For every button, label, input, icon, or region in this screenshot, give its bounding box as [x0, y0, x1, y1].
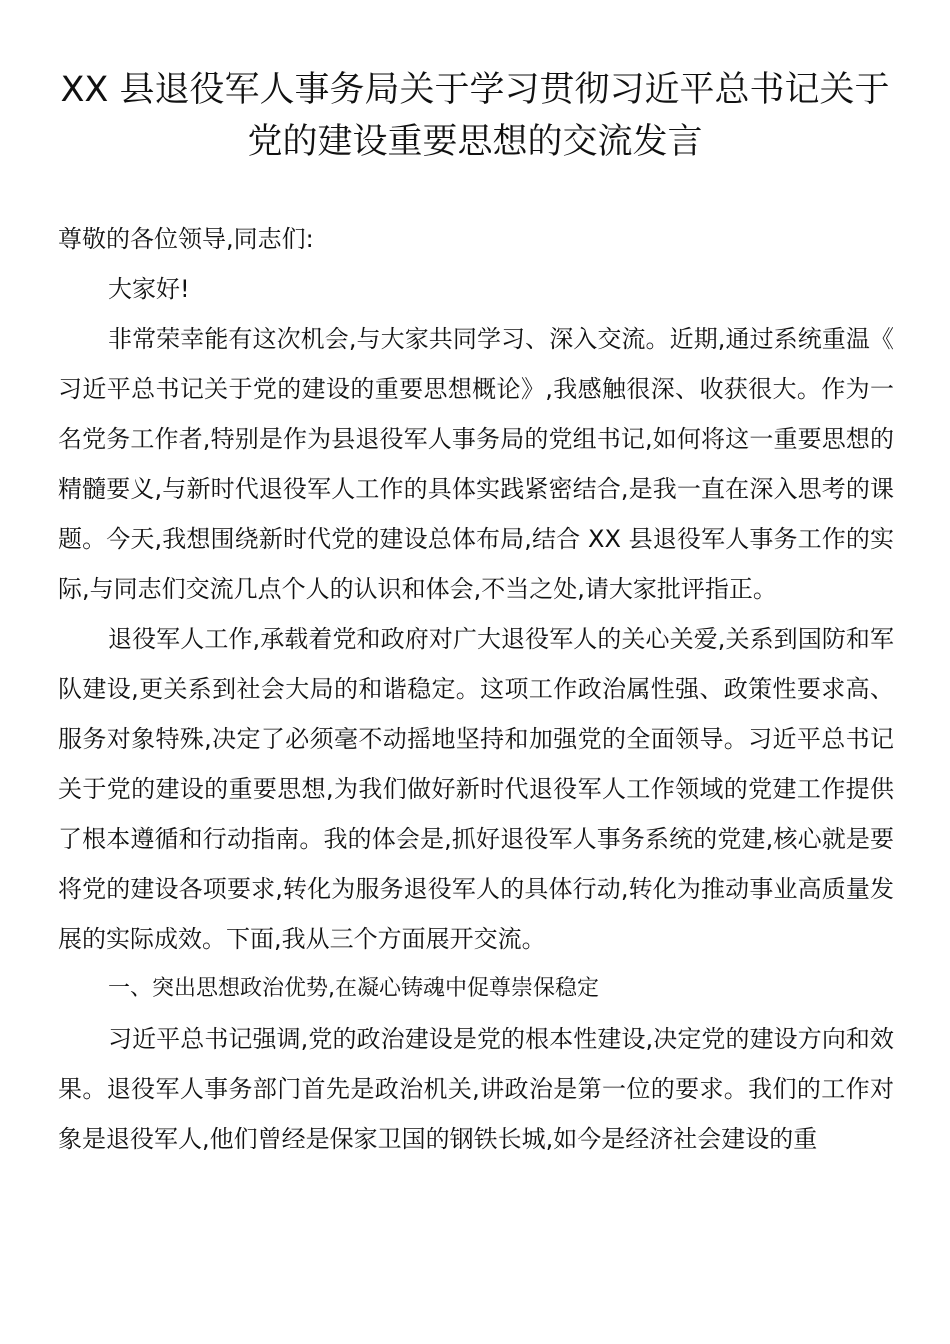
- paragraph-intro: 非常荣幸能有这次机会,与大家共同学习、深入交流。近期,通过系统重温《习近平总书记关于党的建设的重要思想概论》,我感触很深、收获很大。作为一名党务工作者,特别是作为县退役军人事务局的党组书记,如何将这一重要思想的精髓要义,与新时代退役军人工作的具体实践紧密结合,是我一直在深入思考的课题。今天,我想围绕新时代党的建设总体布局,结合 XX 县退役军人事务工作的实际,与同志们交流几点个人的认识和体会,不当之处,请大家批评指正。: [58, 325, 894, 603]
- greeting: 大家好!: [108, 275, 190, 303]
- title-line-1: XX 县退役军人事务局关于学习贯彻习近平总书记关于: [60, 70, 890, 110]
- section-heading-1: 一、突出思想政治优势,在凝心铸魂中促尊崇保稳定: [108, 976, 599, 1001]
- document-body: [58, 214, 894, 1164]
- title-line-2: 党的建设重要思想的交流发言: [247, 122, 703, 162]
- document-title: [40, 64, 910, 168]
- paragraph-section-1: 习近平总书记强调,党的政治建设是党的根本性建设,决定党的建设方向和效果。退役军人事务部门首先是政治机关,讲政治是第一位的要求。我们的工作对象是退役军人,他们曾经是保家卫国的钢铁长城,如今是经济社会建设的重: [58, 1025, 894, 1153]
- salutation: 尊敬的各位领导,同志们:: [58, 225, 314, 253]
- paragraph-background: 退役军人工作,承载着党和政府对广大退役军人的关心关爱,关系到国防和军队建设,更关系到社会大局的和谐稳定。这项工作政治属性强、政策性要求高、服务对象特殊,决定了必须毫不动摇地坚持和加强党的全面领导。习近平总书记关于党的建设的重要思想,为我们做好新时代退役军人工作领域的党建工作提供了根本遵循和行动指南。我的体会是,抓好退役军人事务系统的党建,核心就是要将党的建设各项要求,转化为服务退役军人的具体行动,转化为推动事业高质量发展的实际成效。下面,我从三个方面展开交流。: [58, 625, 894, 953]
